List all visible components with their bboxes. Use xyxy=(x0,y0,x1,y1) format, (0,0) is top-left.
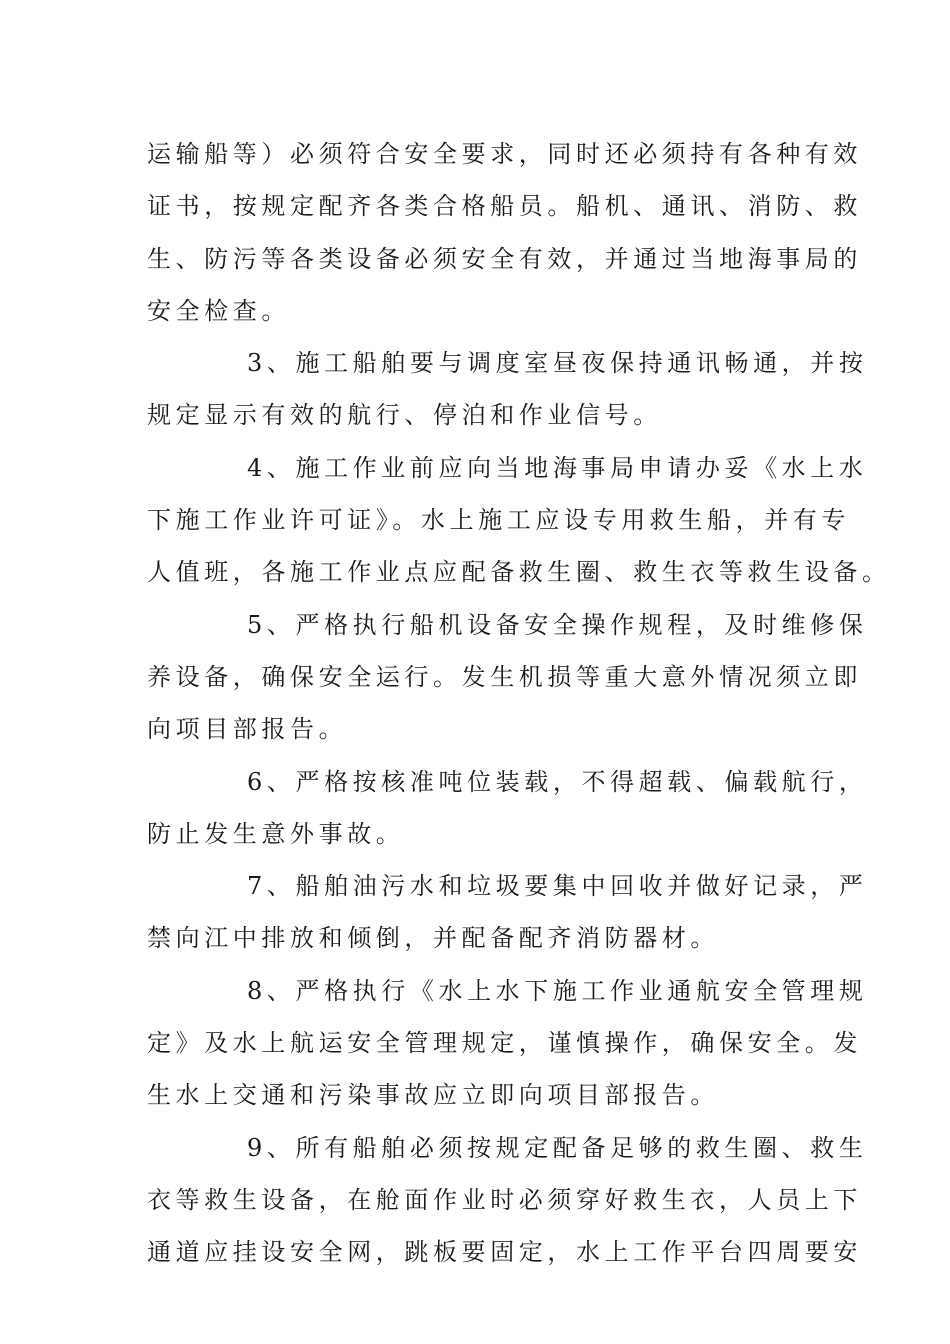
text-line: 证书，按规定配齐各类合格船员。船机、通讯、消防、救 xyxy=(147,192,862,221)
paragraph-first-line: 8、严格执行《水上水下施工作业通航安全管理规 xyxy=(247,976,868,1005)
text-line: 规定显示有效的航行、停泊和作业信号。 xyxy=(147,401,662,430)
text-line: 向项目部报告。 xyxy=(147,715,348,744)
document-body xyxy=(147,128,891,1279)
paragraph-first-line: 9、所有船舶必须按规定配备足够的救生圈、救生 xyxy=(247,1133,868,1162)
text-line: 衣等救生设备，在舱面作业时必须穿好救生衣，人员上下 xyxy=(147,1185,862,1214)
text-line: 人值班，各施工作业点应配备救生圈、救生衣等救生设备。 xyxy=(147,558,891,587)
text-line: 养设备，确保安全运行。发生机损等重大意外情况须立即 xyxy=(147,662,862,691)
paragraph-first-line: 3、施工船舶要与调度室昼夜保持通讯畅通，并按 xyxy=(247,349,868,378)
text-line: 生水上交通和污染事故应立即向项目部报告。 xyxy=(147,1081,719,1110)
text-line: 运输船等）必须符合安全要求，同时还必须持有各种有效 xyxy=(147,140,862,168)
text-line: 安全检查。 xyxy=(147,296,290,325)
text-line: 通道应挂设安全网，跳板要固定，水上工作平台四周要安 xyxy=(147,1238,862,1267)
text-line: 防止发生意外事故。 xyxy=(147,819,405,848)
paragraph-first-line: 5、严格执行船机设备安全操作规程，及时维修保 xyxy=(247,610,868,639)
paragraph-first-line: 6、严格按核准吨位装载，不得超载、偏载航行， xyxy=(247,767,868,796)
text-line: 下施工作业许可证》。水上施工应设专用救生船，并有专 xyxy=(147,506,850,535)
paragraph-first-line: 4、施工作业前应向当地海事局申请办妥《水上水 xyxy=(247,453,868,482)
text-line: 生、防污等各类设备必须安全有效，并通过当地海事局的 xyxy=(147,244,862,273)
text-line: 禁向江中排放和倾倒，并配备配齐消防器材。 xyxy=(147,924,719,953)
text-line: 定》及水上航运安全管理规定，谨慎操作，确保安全。发 xyxy=(147,1029,862,1058)
paragraph-first-line: 7、船舶油污水和垃圾要集中回收并做好记录，严 xyxy=(247,872,868,901)
